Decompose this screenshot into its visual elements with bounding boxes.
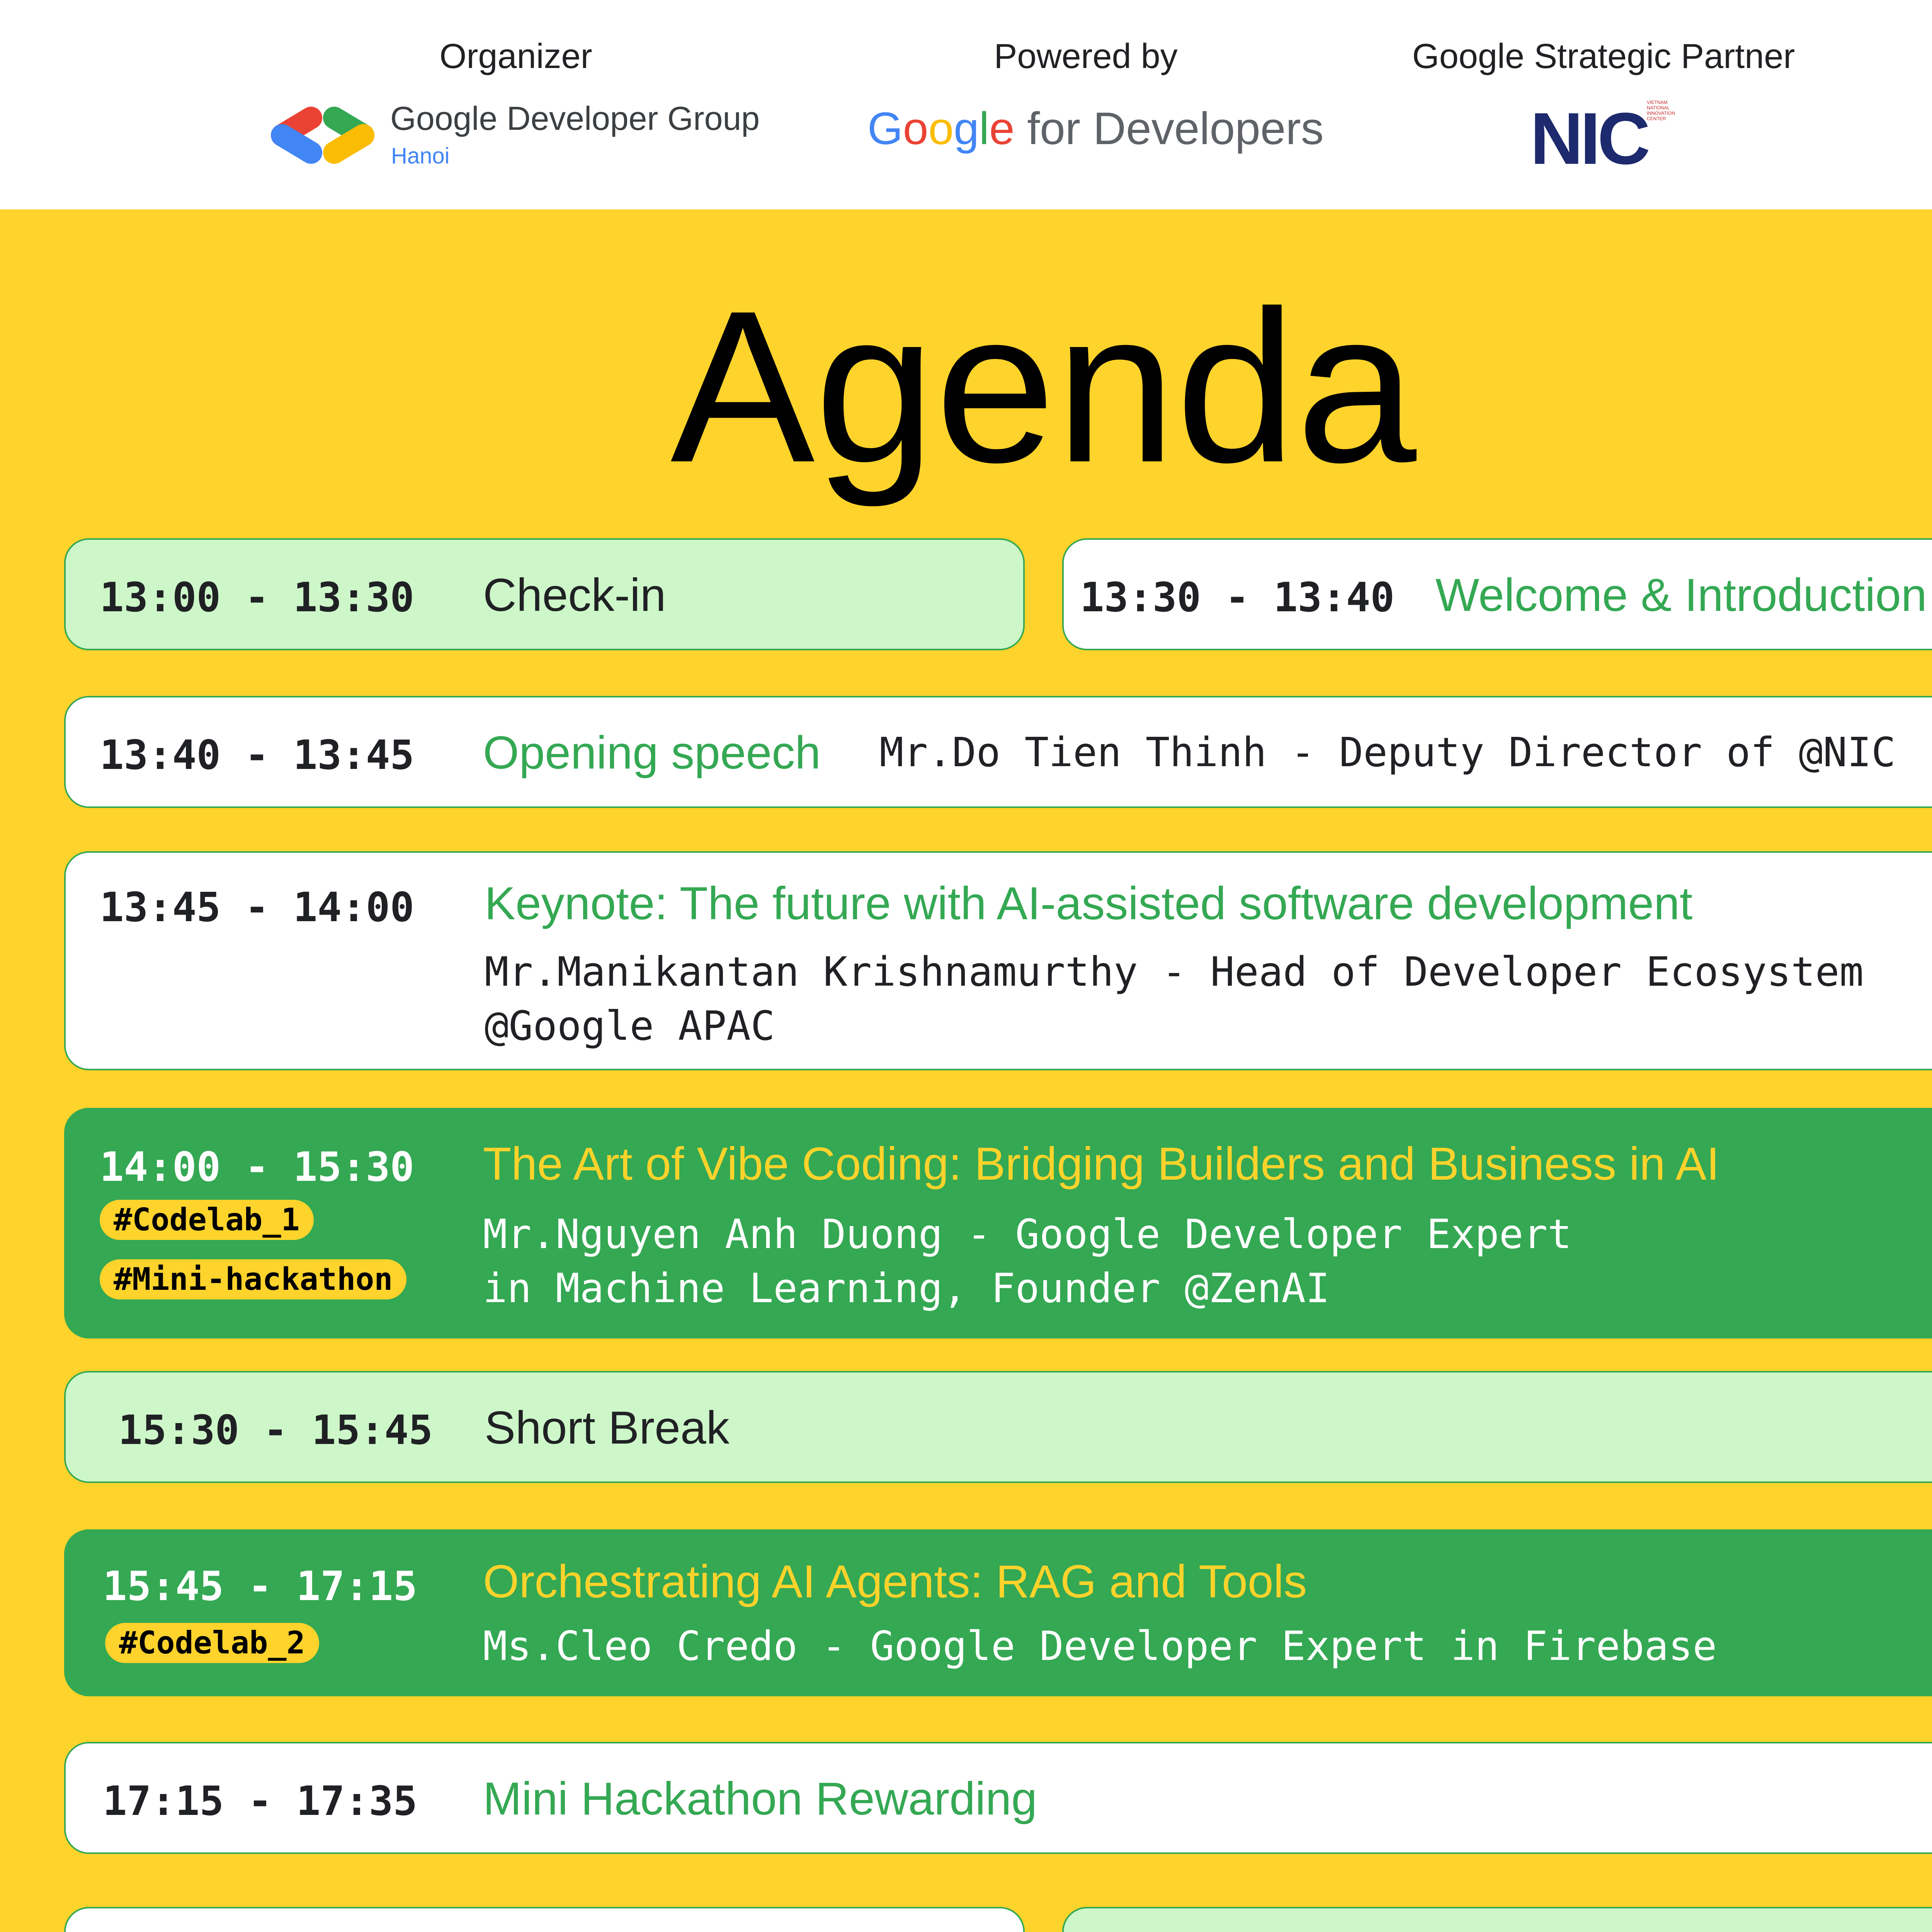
session-time: 17:15 - 17:35 (103, 1777, 417, 1825)
for-developers-text: for Developers (1014, 103, 1324, 154)
session-ending (1062, 1907, 1932, 1932)
session-speaker-line1: Mr.Nguyen Anh Duong - Google Developer Expert (483, 1211, 1572, 1258)
session-time: 13:00 - 13:30 (100, 574, 414, 621)
session-orchestrating-agents (64, 1529, 1932, 1696)
session-vibe-coding (64, 1108, 1932, 1338)
google-letter: e (989, 103, 1015, 154)
session-time: 14:00 - 15:30 (100, 1143, 414, 1190)
session-speaker: Mr.Do Tien Thinh - Deputy Director of @NIC (879, 729, 1896, 776)
gdg-logo-icon (267, 104, 379, 166)
session-checkin (64, 538, 1025, 650)
session-time: 15:30 - 15:45 (118, 1406, 433, 1454)
session-time: 13:40 - 13:45 (100, 731, 414, 779)
session-speaker-line2: @Google APAC (485, 1002, 775, 1049)
nic-logo: NIC (1530, 98, 1648, 180)
organizer-name: Google Developer Group (390, 100, 760, 137)
google-for-developers-logo (867, 102, 1324, 155)
session-kahoot (64, 1907, 1025, 1932)
session-welcome (1062, 538, 1932, 650)
nic-logo-subtext: VIETNAM NATIONAL INNOVATION CENTER (1647, 100, 1675, 121)
session-title: Orchestrating AI Agents: RAG and Tools (483, 1556, 1307, 1607)
google-letter: G (867, 103, 903, 154)
session-speaker-line1: Mr.Manikantan Krishnamurthy - Head of Developer Ecosystem (485, 948, 1864, 995)
session-title: The Art of Vibe Coding: Bridging Builders and Business in AI (483, 1138, 1719, 1190)
tag-codelab-1: #Codelab_1 (100, 1200, 314, 1240)
organizer-city: Hanoi (391, 143, 450, 168)
session-speaker: Ms.Cleo Credo - Google Developer Expert in Firebase (483, 1622, 1717, 1670)
google-letter: o (903, 103, 929, 154)
tag-codelab-2: #Codelab_2 (105, 1623, 319, 1663)
session-title: Opening speech (483, 727, 821, 779)
session-title: Short Break (485, 1402, 730, 1454)
session-title: Mini Hackathon Rewarding (483, 1773, 1037, 1825)
session-opening-speech (64, 696, 1932, 808)
google-wordmark (867, 103, 1015, 154)
tag-mini-hackathon: #Mini-hackathon (100, 1259, 406, 1299)
session-title: Welcome & Introduction (1435, 569, 1927, 621)
agenda-title: Agenda (670, 265, 1417, 507)
session-time: 15:45 - 17:15 (103, 1563, 417, 1610)
google-letter: g (954, 103, 979, 154)
sponsor-header: Organizer Google Developer Group Hanoi Powered by Google for Developers Google Strategic Partner NIC VIETNAM NATIONAL INNOVATION CENTER (0, 0, 1932, 209)
session-time: 13:45 - 14:00 (100, 884, 414, 931)
google-letter: o (928, 103, 954, 154)
session-hackathon-rewarding (64, 1742, 1932, 1854)
session-speaker-line2: in Machine Learning, Founder @ZenAI (483, 1265, 1330, 1312)
session-title: Keynote: The future with AI-assisted software development (485, 878, 1693, 929)
session-keynote (64, 851, 1932, 1070)
session-title: Check-in (483, 569, 666, 621)
session-time: 13:30 - 13:40 (1080, 574, 1395, 621)
session-short-break (64, 1371, 1932, 1483)
google-letter: l (979, 103, 989, 154)
